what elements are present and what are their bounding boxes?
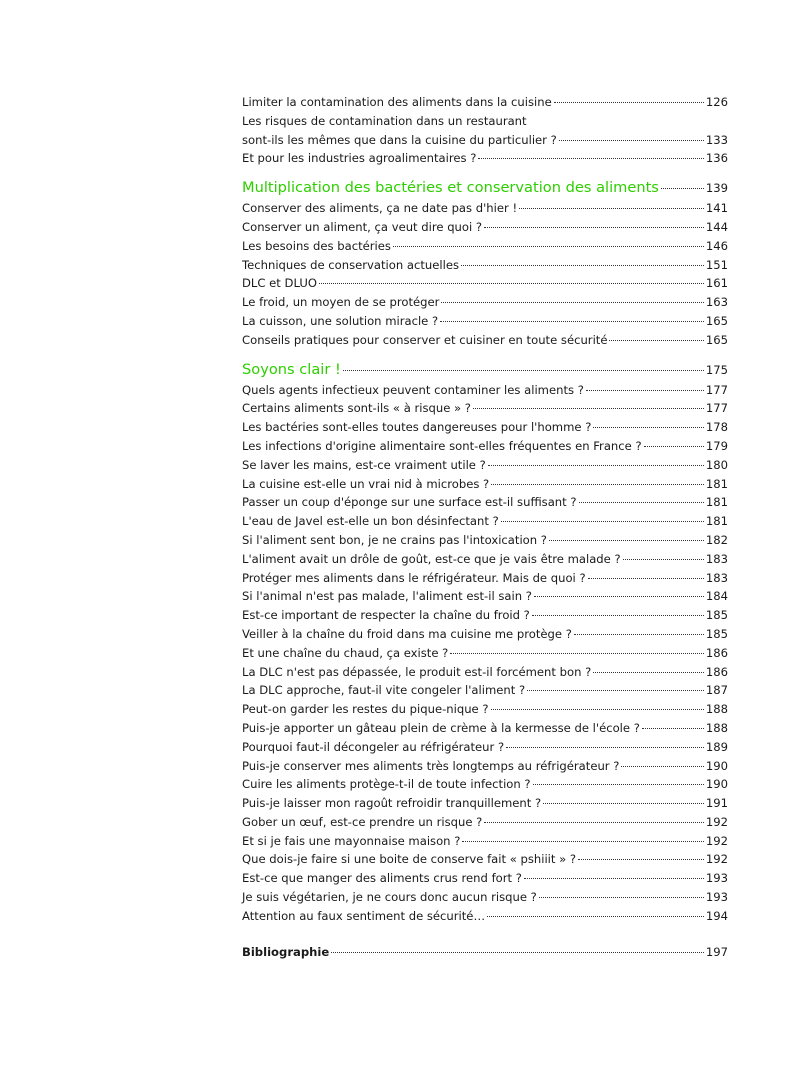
entry-title: Conseils pratiques pour conserver et cuisiner en toute sécurité: [242, 332, 608, 347]
entry-title: Soyons clair !: [242, 360, 341, 378]
entry-title: Techniques de conservation actuelles: [242, 257, 460, 272]
toc-entry[interactable]: [242, 381, 728, 400]
toc-entry[interactable]: [242, 681, 728, 700]
entry-title: Puis-je conserver mes aliments très longtemps au réfrigérateur ?: [242, 758, 620, 773]
toc-entry[interactable]: [242, 256, 728, 275]
dot-leader: [609, 340, 703, 341]
page-number: 190: [705, 758, 728, 773]
page-number: 186: [705, 645, 728, 660]
toc-entry[interactable]: [242, 475, 728, 494]
toc-entry[interactable]: [242, 131, 728, 150]
page-number: 165: [705, 332, 728, 347]
toc-entry[interactable]: [242, 437, 728, 456]
toc-entry[interactable]: [242, 757, 728, 776]
toc-entry[interactable]: [242, 832, 728, 851]
toc-entry[interactable]: [242, 850, 728, 869]
page-number: 175: [705, 362, 728, 377]
dot-leader: [644, 446, 704, 447]
dot-leader: [579, 502, 704, 503]
dot-leader: [441, 302, 703, 303]
page-number: 163: [705, 295, 728, 310]
dot-leader: [661, 188, 704, 189]
section-heading[interactable]: [242, 359, 728, 381]
page-number: 184: [705, 589, 728, 604]
page-number: 185: [705, 608, 728, 623]
page-number: 181: [705, 495, 728, 510]
toc-entry[interactable]: [242, 644, 728, 663]
toc-entry[interactable]: [242, 888, 728, 907]
dot-leader: [533, 784, 704, 785]
dot-leader: [473, 408, 704, 409]
entry-title: Si l'animal n'est pas malade, l'aliment est-il sain ?: [242, 589, 532, 604]
toc-entry[interactable]: [242, 512, 728, 531]
toc-entry[interactable]: [242, 399, 728, 418]
page-number: 177: [705, 401, 728, 416]
entry-title: La cuisine est-elle un vrai nid à microbes ?: [242, 476, 490, 491]
toc-entry[interactable]: [242, 93, 728, 112]
toc-entry[interactable]: [242, 218, 728, 237]
toc-entry[interactable]: [242, 813, 728, 832]
entry-title: Et si je fais une mayonnaise maison ?: [242, 833, 461, 848]
toc-entry[interactable]: [242, 869, 728, 888]
page-number: 182: [705, 532, 728, 547]
page-number: 179: [705, 438, 728, 453]
section-heading[interactable]: [242, 177, 728, 199]
page-number: 193: [705, 890, 728, 905]
page-number: 197: [705, 944, 728, 959]
page-number: 183: [705, 570, 728, 585]
dot-leader: [621, 766, 703, 767]
toc-entry[interactable]: [242, 418, 728, 437]
toc-entry[interactable]: [242, 625, 728, 644]
dot-leader: [319, 283, 704, 284]
dot-leader: [484, 822, 704, 823]
dot-leader: [393, 246, 704, 247]
entry-title: Limiter la contamination des aliments dans la cuisine: [242, 95, 552, 109]
toc-entry[interactable]: [242, 719, 728, 738]
entry-title: Et une chaîne du chaud, ça existe ?: [242, 645, 449, 660]
entry-title: Peut-on garder les restes du pique-nique ?: [242, 702, 489, 717]
entry-title: Est-ce que manger des aliments crus rend fort ?: [242, 871, 522, 886]
page-number: 192: [705, 814, 728, 829]
dot-leader: [534, 596, 704, 597]
entry-title: L'eau de Javel est-elle un bon désinfectant ?: [242, 514, 499, 529]
entry-title: Le froid, un moyen de se protéger: [242, 295, 440, 310]
toc-entry[interactable]: [242, 274, 728, 293]
entry-title: DLC et DLUO: [242, 276, 317, 291]
page-number: 189: [705, 739, 728, 754]
toc-entry[interactable]: [242, 531, 728, 550]
entry-title: La cuisson, une solution miracle ?: [242, 313, 439, 328]
entry-title: Cuire les aliments protège-t-il de toute infection ?: [242, 777, 531, 792]
entry-title: Veiller à la chaîne du froid dans ma cuisine me protège ?: [242, 626, 572, 641]
page-number: 192: [705, 852, 728, 867]
dot-leader: [574, 634, 704, 635]
page-number: 188: [705, 702, 728, 717]
page-number: 181: [705, 476, 728, 491]
entry-title: Conserver des aliments, ça ne date pas d'hier !: [242, 201, 518, 216]
entry-title: Est-ce important de respecter la chaîne du froid ?: [242, 608, 530, 623]
dot-leader: [519, 208, 704, 209]
bibliography-entry[interactable]: [242, 943, 728, 962]
toc-entry[interactable]: [242, 312, 728, 331]
toc-entry[interactable]: [242, 456, 728, 475]
toc-entry[interactable]: [242, 907, 728, 926]
toc-entry[interactable]: [242, 700, 728, 719]
dot-leader: [450, 653, 704, 654]
entry-title: Se laver les mains, est-ce vraiment utile ?: [242, 457, 486, 472]
entry-title: Les infections d'origine alimentaire sont-elles fréquentes en France ?: [242, 438, 642, 453]
dot-leader: [461, 265, 704, 266]
entry-title: La DLC approche, faut-il vite congeler l'aliment ?: [242, 683, 526, 698]
dot-leader: [491, 484, 704, 485]
dot-leader: [578, 859, 704, 860]
entry-title: Les besoins des bactéries: [242, 238, 391, 253]
entry-title: Et pour les industries agroalimentaires ?: [242, 151, 477, 166]
dot-leader: [331, 952, 704, 953]
page-number: 194: [705, 908, 728, 923]
page-number: 161: [705, 276, 728, 291]
dot-leader: [559, 140, 704, 141]
page-number: 188: [705, 720, 728, 735]
page-number: 186: [705, 664, 728, 679]
page-number: 151: [705, 257, 728, 272]
page-number: 178: [705, 420, 728, 435]
dot-leader: [532, 615, 704, 616]
toc-entry[interactable]: [242, 149, 728, 168]
toc-entry[interactable]: [242, 293, 728, 312]
toc-entry[interactable]: [242, 794, 728, 813]
page-number: 133: [705, 132, 728, 147]
dot-leader: [484, 227, 704, 228]
dot-leader: [554, 102, 704, 103]
toc-entry[interactable]: [242, 663, 728, 682]
dot-leader: [527, 690, 704, 691]
entry-title: Puis-je laisser mon ragoût refroidir tranquillement ?: [242, 796, 542, 811]
entry-title: Pourquoi faut-il décongeler au réfrigérateur ?: [242, 739, 505, 754]
entry-title: sont-ils les mêmes que dans la cuisine du particulier ?: [242, 132, 557, 147]
page-number: 141: [705, 201, 728, 216]
toc-entry[interactable]: [242, 606, 728, 625]
dot-leader: [586, 390, 704, 391]
toc-entry[interactable]: [242, 775, 728, 794]
toc-entry[interactable]: [242, 569, 728, 588]
page-number: 165: [705, 313, 728, 328]
page-number: 191: [705, 796, 728, 811]
page-number: 187: [705, 683, 728, 698]
page-number: 136: [705, 151, 728, 166]
dot-leader: [549, 540, 704, 541]
toc-entry[interactable]: [242, 550, 728, 569]
toc-entry[interactable]: [242, 199, 728, 218]
dot-leader: [588, 578, 704, 579]
entry-title: Quels agents infectieux peuvent contaminer les aliments ?: [242, 382, 584, 397]
page-number: 139: [705, 181, 728, 196]
entry-title: L'aliment avait un drôle de goût, est-ce que je vais être malade ?: [242, 551, 621, 566]
entry-title: Passer un coup d'éponge sur une surface est-il suffisant ?: [242, 495, 577, 510]
page-number: 181: [705, 514, 728, 529]
dot-leader: [440, 321, 704, 322]
dot-leader: [343, 370, 704, 371]
dot-leader: [506, 747, 704, 748]
page-number: 193: [705, 871, 728, 886]
dot-leader: [543, 803, 704, 804]
table-of-contents: [242, 93, 728, 961]
entry-title: Certains aliments sont-ils « à risque » ?: [242, 401, 471, 416]
toc-entry[interactable]: [242, 493, 728, 512]
toc-entry[interactable]: [242, 237, 728, 256]
dot-leader: [642, 728, 704, 729]
toc-entry[interactable]: [242, 587, 728, 606]
toc-entry-line[interactable]: [242, 112, 728, 131]
entry-title: Que dois-je faire si une boite de conserve fait « pshiiit » ?: [242, 852, 577, 867]
dot-leader: [524, 878, 704, 879]
toc-entry[interactable]: [242, 738, 728, 757]
entry-title: Gober un œuf, est-ce prendre un risque ?: [242, 814, 483, 829]
dot-leader: [593, 672, 704, 673]
page-number: 177: [705, 382, 728, 397]
page-number: 190: [705, 777, 728, 792]
entry-title: Si l'aliment sent bon, je ne crains pas l'intoxication ?: [242, 532, 547, 547]
dot-leader: [478, 158, 703, 159]
page-number: 144: [705, 219, 728, 234]
page-number: 183: [705, 551, 728, 566]
dot-leader: [539, 897, 704, 898]
entry-title: Bibliographie: [242, 944, 330, 959]
page-number: 192: [705, 833, 728, 848]
entry-title: La DLC n'est pas dépassée, le produit est-il forcément bon ?: [242, 664, 592, 679]
dot-leader: [623, 559, 704, 560]
dot-leader: [593, 427, 703, 428]
page-number: 146: [705, 238, 728, 253]
entry-title: Protéger mes aliments dans le réfrigérateur. Mais de quoi ?: [242, 570, 586, 585]
entry-title: Conserver un aliment, ça veut dire quoi ?: [242, 219, 483, 234]
dot-leader: [488, 465, 704, 466]
dot-leader: [501, 521, 704, 522]
dot-leader: [462, 841, 703, 842]
entry-title: Les risques de contamination dans un restaurant: [242, 113, 527, 128]
dot-leader: [491, 709, 704, 710]
entry-title: Puis-je apporter un gâteau plein de crème à la kermesse de l'école ?: [242, 720, 640, 735]
entry-title: Attention au faux sentiment de sécurité…: [242, 908, 486, 923]
dot-leader: [487, 916, 704, 917]
page-number: 185: [705, 626, 728, 641]
entry-title: Je suis végétarien, je ne cours donc aucun risque ?: [242, 890, 537, 905]
entry-title: Les bactéries sont-elles toutes dangereuses pour l'homme ?: [242, 420, 592, 435]
page-number: 180: [705, 457, 728, 472]
toc-entry[interactable]: [242, 331, 728, 350]
entry-title: Multiplication des bactéries et conservation des aliments: [242, 179, 659, 197]
page-number: 126: [705, 95, 728, 109]
